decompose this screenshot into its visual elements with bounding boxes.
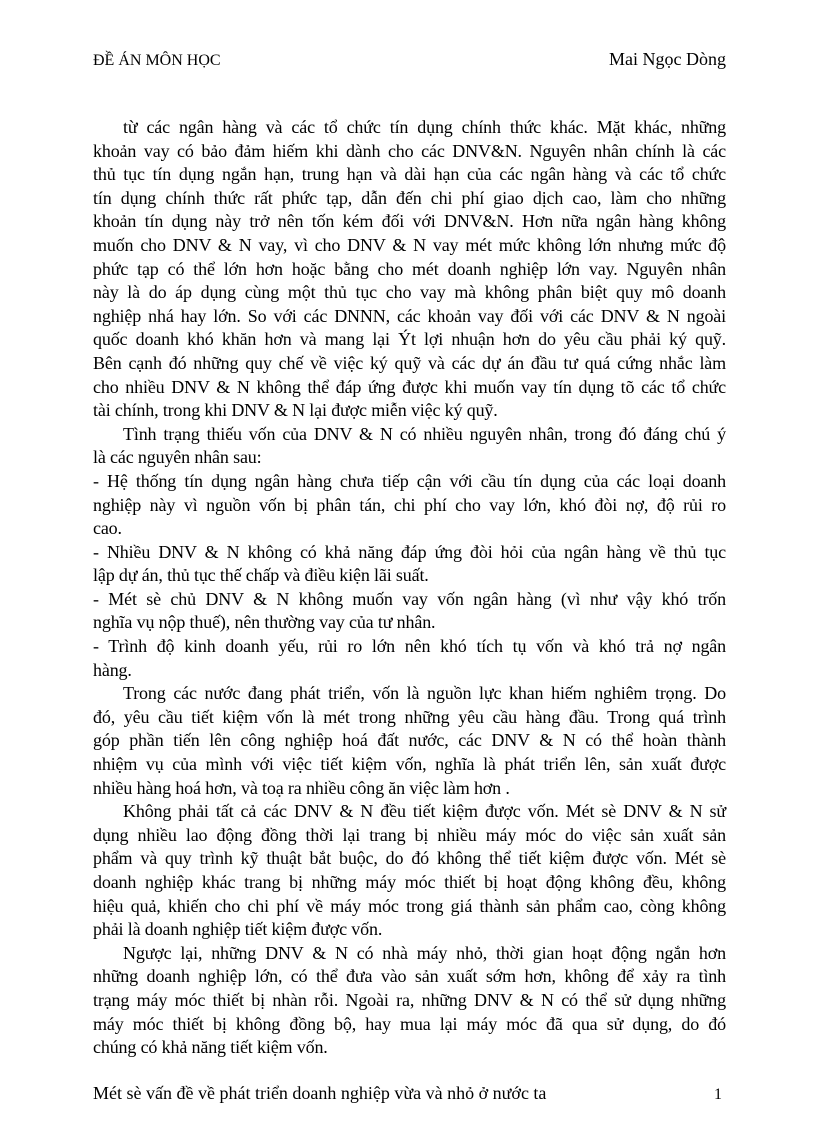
text-line: nghiệp này vì nguồn vốn bị phân tán, chi phí cho vay lớn, khó đòi nợ, độ rủi ro [93, 494, 726, 515]
text-line: Không phải tất cả các DNV & N đều tiết kiệm được vốn. Mét sè DNV & N sử [123, 801, 726, 822]
text-line: phức tạp có thể lớn hơn hoặc bằng cho mét doanh nghiệp lớn vay. Nguyên nhân [93, 258, 726, 279]
text-line: - Nhiều DNV & N không có khả năng đáp ứng đòi hỏi của ngân hàng về thủ tục [93, 541, 726, 562]
text-line: từ các ngân hàng và các tổ chức tín dụng chính thức khác. Mặt khác, những [123, 117, 726, 137]
text-line: tài chính, trong khi DNV & N lại được miễn việc ký quỹ. [93, 400, 498, 421]
text-line: khoản tín dụng này trở nên tốn kém đối với DNV&N. Hơn nữa ngân hàng không [93, 211, 726, 232]
text-line: góp phần tiến lên công nghiệp hoá đất nước, các DNV & N có thể hoàn thành [93, 730, 726, 751]
text-line: hiệu quả, khiến cho chi phí về máy móc trong giá thành sản phẩm cao, còng không [93, 895, 726, 916]
paragraph [93, 635, 726, 682]
text-line: doanh nghiệp khác trang bị những máy móc thiết bị hoạt động không đều, không [93, 872, 726, 892]
paragraph [93, 682, 726, 800]
text-line: hàng. [93, 659, 132, 680]
document-body [93, 116, 726, 1060]
text-line: cho nhiều DNV & N không thể đáp ứng được khi muốn vay tín dụng tõ các tổ chức [93, 376, 726, 397]
paragraph [93, 470, 726, 541]
paragraph [93, 541, 726, 588]
text-line: là các nguyên nhân sau: [93, 447, 262, 468]
text-line: Ngược lại, những DNV & N có nhà máy nhỏ, thời gian hoạt động ngắn hơn [123, 942, 726, 963]
paragraph [93, 588, 726, 635]
text-line: chúng có khả năng tiết kiệm vốn. [93, 1037, 328, 1058]
text-line: máy móc thiết bị không đồng bộ, hay mua lại máy móc đã qua sử dụng, do đó [93, 1013, 726, 1034]
footer-title: Mét sè vấn đề về phát triển doanh nghiệp vừa và nhỏ ở nước ta [93, 1082, 547, 1103]
text-line: lập dự án, thủ tục thế chấp và điều kiện lãi suất. [93, 565, 429, 586]
paragraph [93, 423, 726, 470]
paragraph [93, 800, 726, 942]
header-author: Mai Ngọc Dòng [609, 49, 726, 69]
page-number: 1 [714, 1085, 722, 1103]
text-line: Tình trạng thiếu vốn của DNV & N có nhiều nguyên nhân, trong đó đáng chú ý [123, 423, 726, 444]
text-line: - Mét sè chủ DNV & N không muốn vay vốn ngân hàng (vì như vậy khó trốn [93, 588, 726, 609]
text-line: dụng nhiều lao động đồng thời lại trang bị nhiều máy móc do việc sản xuất sản [93, 824, 726, 845]
text-line: - Hệ thống tín dụng ngân hàng chưa tiếp cận với cầu tín dụng của các loại doanh [93, 470, 726, 491]
text-line: cao. [93, 518, 122, 539]
text-line: nghiệp nhá hay lớn. So với các DNNN, các khoản vay đối với các DNV & N ngoài [93, 305, 726, 326]
text-line: những doanh nghiệp lớn, có thể đưa vào sản xuất sớm hơn, không để xảy ra tình [93, 966, 726, 987]
header-title: ĐỀ ÁN MÔN HỌC [93, 52, 221, 69]
text-line: Trong các nước đang phát triển, vốn là nguồn lực khan hiếm nghiêm trọng. Do [123, 683, 726, 704]
text-line: phẩm và quy trình kỹ thuật bắt buộc, do đó không thể tiết kiệm được vốn. Mét sè [93, 848, 726, 869]
text-line: quốc doanh khó khăn hơn và mang lại Ýt lợi nhuận hơn do yêu cầu phải ký quỹ. [93, 329, 726, 350]
page-footer [93, 1082, 726, 1106]
text-line: thủ tục tín dụng ngắn hạn, trung hạn và dài hạn của các ngân hàng và các tổ chức [93, 164, 726, 185]
paragraph [93, 116, 726, 423]
text-line: nghĩa vụ nộp thuế), nên thường vay của tư nhân. [93, 612, 436, 633]
page-header [93, 48, 726, 72]
text-line: phải là doanh nghiệp tiết kiệm được vốn. [93, 919, 383, 940]
text-line: tín dụng chính thức rất phức tạp, dẫn đến chi phí giao dịch cao, làm cho những [93, 187, 726, 208]
text-line: này là do áp dụng cùng một thủ tục cho vay mà không phân biệt quy mô doanh [93, 282, 726, 303]
text-line: khoản vay có bảo đảm hiếm khi dành cho các DNV&N. Nguyên nhân chính là các [93, 140, 726, 161]
text-line: nhiệm vụ của mình với việc tiết kiệm vốn, nghĩa là phát triển lên, sản xuất được [93, 754, 726, 775]
text-line: đó, yêu cầu tiết kiệm vốn là mét trong những yêu cầu hàng đầu. Trong quá trình [93, 706, 726, 727]
text-line: trạng máy móc thiết bị nhàn rỗi. Ngoài ra, những DNV & N có thể sử dụng những [93, 989, 726, 1010]
text-line: - Trình độ kinh doanh yếu, rủi ro lớn nên khó tích tụ vốn và khó trả nợ ngân [93, 636, 726, 657]
text-line: Bên cạnh đó những quy chế về việc ký quỹ và các dự án đầu tư quá cứng nhắc làm [93, 352, 726, 373]
text-line: muốn cho DNV & N vay, vì cho DNV & N vay mét mức không lớn nhưng mức độ [93, 234, 726, 255]
paragraph [93, 942, 726, 1060]
text-line: nhiều hàng hoá hơn, và toạ ra nhiều công ăn việc làm hơn . [93, 777, 510, 798]
